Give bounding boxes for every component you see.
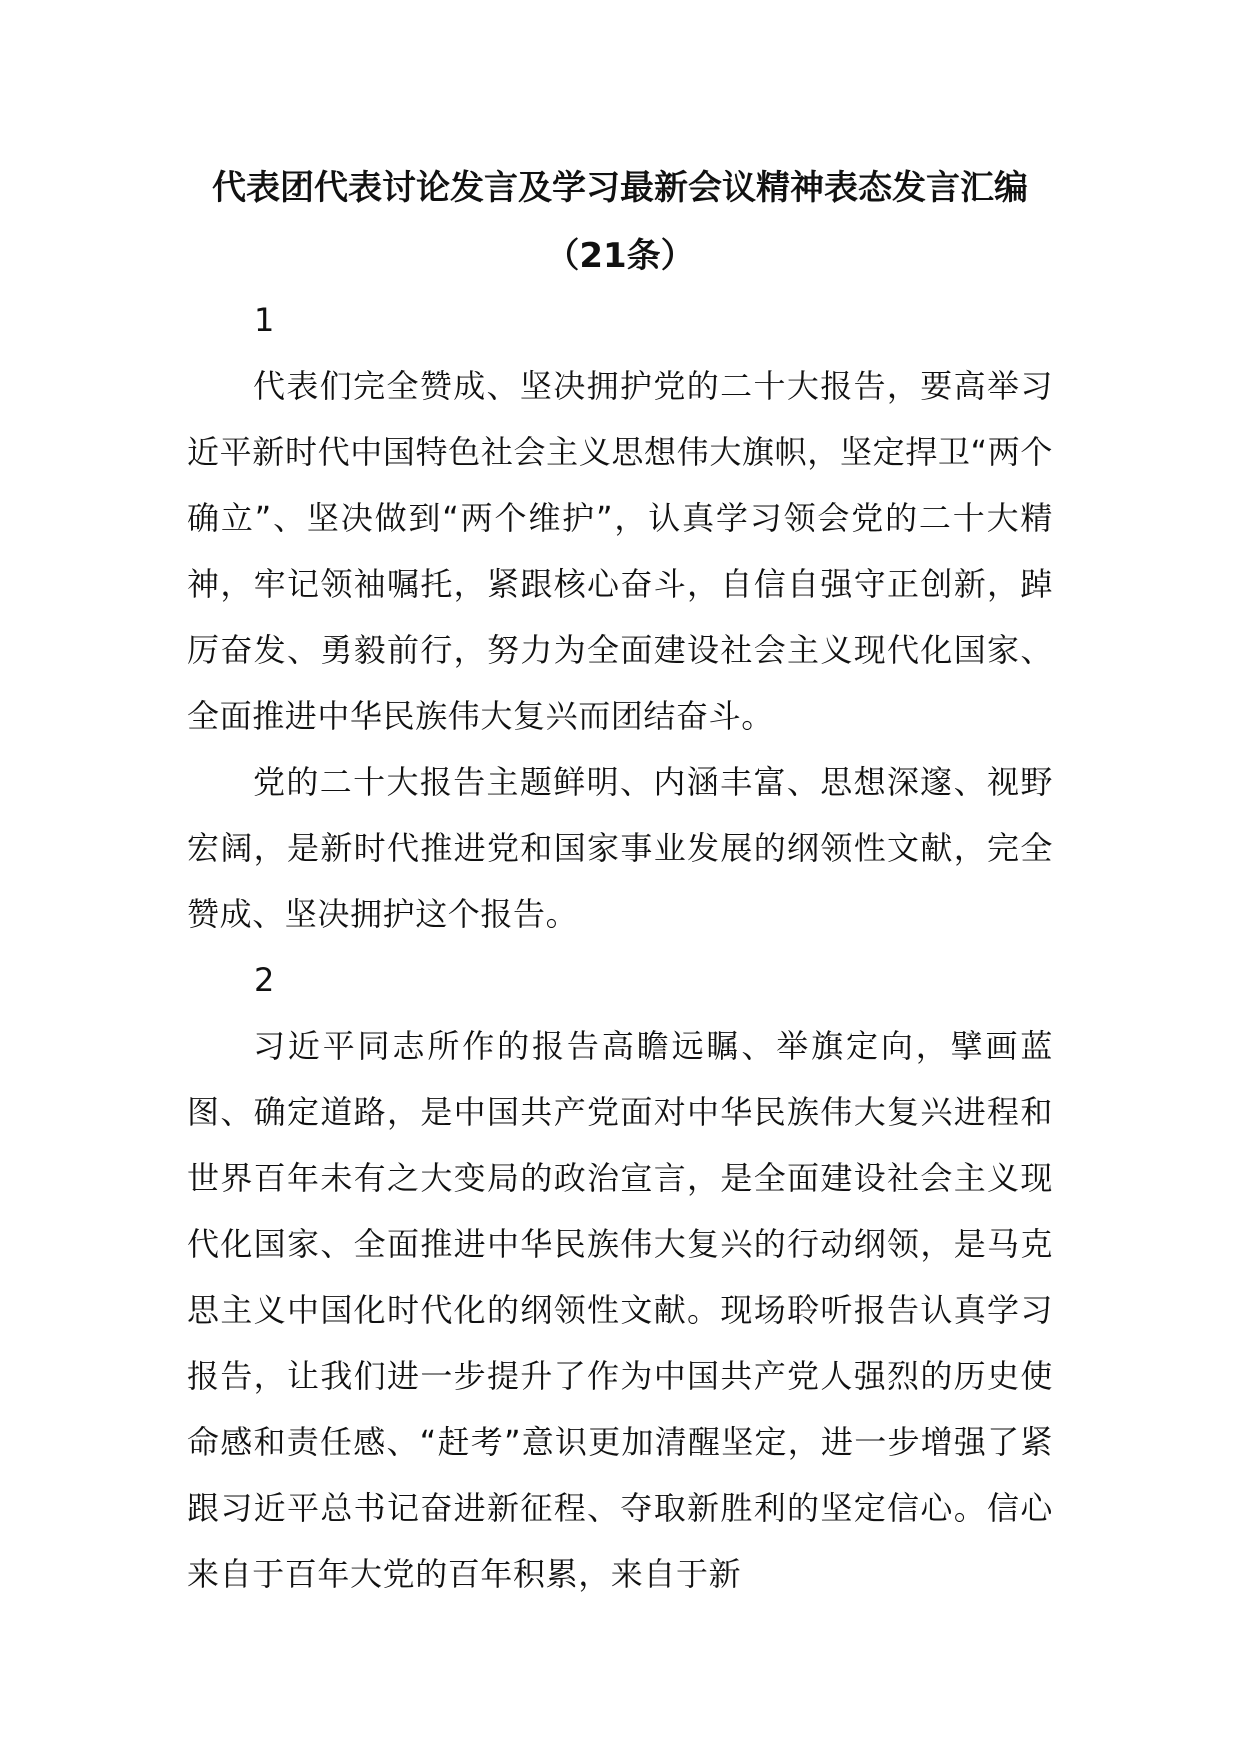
section-number: 2 (254, 961, 275, 999)
document-body (187, 287, 1053, 1607)
paragraph: 习近平同志所作的报告高瞻远瞩、举旗定向，擘画蓝图、确定道路，是中国共产党面对中华民族伟大复兴进程和世界百年未有之大变局的政治宣言，是全面建设社会主义现代化国家、全面推进中华民族伟大复兴的行动纲领，是马克思主义中国化时代化的纲领性文献。现场聆听报告认真学习报告，让我们进一步提升了作为中国共产党人强烈的历史使命感和责任感、“赶考”意识更加清醒坚定，进一步增强了紧跟习近平总书记奋进新征程、夺取新胜利的坚定信心。信心来自于百年大党的百年积累，来自于新 (187, 1027, 1053, 1593)
section-number: 1 (254, 301, 275, 339)
document-title: 代表团代表讨论发言及学习最新会议精神表态发言汇编 (212, 168, 1028, 208)
document-subtitle: （21条） (545, 236, 695, 276)
paragraph: 代表们完全赞成、坚决拥护党的二十大报告，要高举习近平新时代中国特色社会主义思想伟大旗帜，坚定捍卫“两个确立”、坚决做到“两个维护”，认真学习领会党的二十大精神，牢记领袖嘱托，紧跟核心奋斗，自信自强守正创新，踔厉奋发、勇毅前行，努力为全面建设社会主义现代化国家、全面推进中华民族伟大复兴而团结奋斗。 (187, 367, 1053, 735)
paragraph: 党的二十大报告主题鲜明、内涵丰富、思想深邃、视野宏阔，是新时代推进党和国家事业发展的纲领性文献，完全赞成、坚决拥护这个报告。 (187, 763, 1053, 933)
